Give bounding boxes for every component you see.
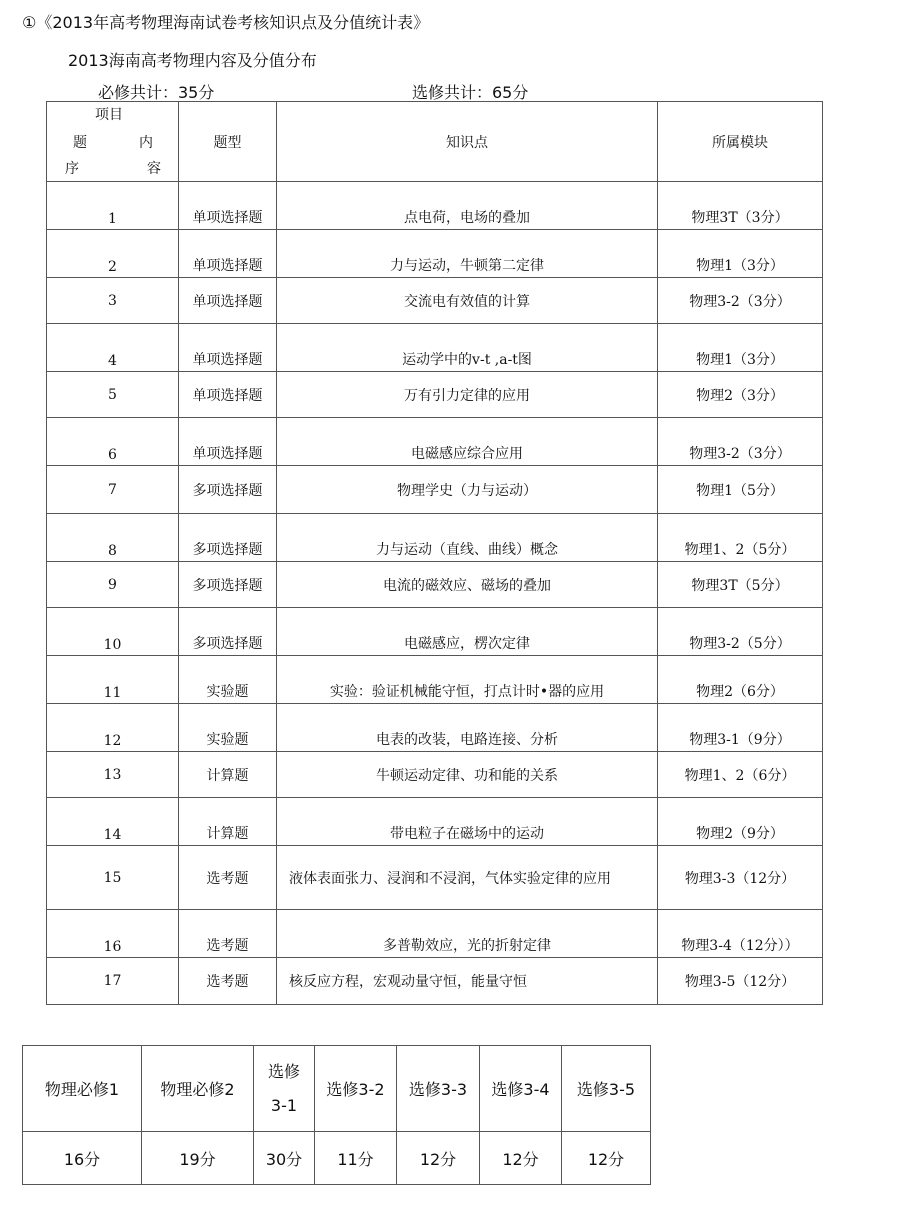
knowledge-point-cell: 带电粒子在磁场中的运动 (277, 798, 658, 846)
question-number-cell: 11 (47, 656, 179, 704)
table-row (47, 608, 823, 656)
knowledge-point-cell: 牛顿运动定律、功和能的关系 (277, 752, 658, 798)
summary-table (22, 1045, 651, 1185)
summary-value-cell: 12分 (480, 1132, 562, 1185)
question-type-cell: 单项选择题 (179, 230, 277, 278)
summary-header-cell: 物理必修1 (23, 1046, 142, 1132)
question-number-cell: 3 (47, 278, 179, 324)
table-row (47, 656, 823, 704)
header-module: 所属模块 (658, 102, 823, 182)
question-type-cell: 多项选择题 (179, 562, 277, 608)
question-number-cell: 13 (47, 752, 179, 798)
table-row (47, 910, 823, 958)
module-cell: 物理3-2（5分） (658, 608, 823, 656)
question-type-cell: 选考题 (179, 910, 277, 958)
question-number-cell: 15 (47, 846, 179, 910)
module-cell: 物理1（3分） (658, 230, 823, 278)
table-row (47, 230, 823, 278)
question-number-cell: 4 (47, 324, 179, 372)
corner-label-l2: 序 (65, 161, 79, 177)
question-type-cell: 实验题 (179, 656, 277, 704)
module-cell: 物理3T（5分） (658, 562, 823, 608)
question-type-cell: 选考题 (179, 846, 277, 910)
document-title: ①《2013年高考物理海南试卷考核知识点及分值统计表》 (22, 13, 430, 32)
module-cell: 物理1、2（6分） (658, 752, 823, 798)
question-type-cell: 计算题 (179, 798, 277, 846)
knowledge-point-cell: 物理学史（力与运动） (277, 466, 658, 514)
module-cell: 物理1、2（5分） (658, 514, 823, 562)
module-cell: 物理3-1（9分） (658, 704, 823, 752)
document-subtitle: 2013海南高考物理内容及分值分布 (68, 51, 317, 70)
knowledge-point-cell: 万有引力定律的应用 (277, 372, 658, 418)
knowledge-point-cell: 电表的改装，电路连接、分析 (277, 704, 658, 752)
summary-value-cell: 16分 (23, 1132, 142, 1185)
table-row (47, 418, 823, 466)
knowledge-point-cell: 液体表面张力、浸润和不浸润，气体实验定律的应用 (277, 846, 658, 910)
question-type-cell: 计算题 (179, 752, 277, 798)
knowledge-point-cell: 核反应方程，宏观动量守恒，能量守恒 (277, 958, 658, 1005)
question-type-cell: 单项选择题 (179, 418, 277, 466)
question-type-cell: 单项选择题 (179, 324, 277, 372)
question-type-cell: 单项选择题 (179, 278, 277, 324)
question-number-cell: 5 (47, 372, 179, 418)
question-type-cell: 多项选择题 (179, 466, 277, 514)
summary-header-row (23, 1046, 651, 1132)
header-type: 题型 (179, 102, 277, 182)
module-cell: 物理3-4（12分）） (658, 910, 823, 958)
summary-header-cell: 选修3-5 (562, 1046, 651, 1132)
corner-label-top: 项目 (95, 107, 123, 123)
header-knowledge: 知识点 (277, 102, 658, 182)
question-number-cell: 12 (47, 704, 179, 752)
question-number-cell: 6 (47, 418, 179, 466)
table-row (47, 324, 823, 372)
module-cell: 物理3-3（12分） (658, 846, 823, 910)
module-cell: 物理2（6分） (658, 656, 823, 704)
summary-header-cell: 选修3-3 (397, 1046, 480, 1132)
corner-label-l1: 题 (73, 135, 87, 151)
table-row (47, 514, 823, 562)
question-number-cell: 2 (47, 230, 179, 278)
summary-value-cell: 11分 (315, 1132, 397, 1185)
module-cell: 物理3-5（12分） (658, 958, 823, 1005)
summary-value-cell: 30分 (254, 1132, 315, 1185)
knowledge-point-cell: 运动学中的v-t ,a-t图 (277, 324, 658, 372)
table-row (47, 958, 823, 1005)
knowledge-point-cell: 力与运动（直线、曲线）概念 (277, 514, 658, 562)
question-number-cell: 17 (47, 958, 179, 1005)
module-cell: 物理2（9分） (658, 798, 823, 846)
table-row (47, 466, 823, 514)
knowledge-point-cell: 点电荷，电场的叠加 (277, 182, 658, 230)
knowledge-point-cell: 电流的磁效应、磁场的叠加 (277, 562, 658, 608)
table-row (47, 704, 823, 752)
question-type-cell: 单项选择题 (179, 182, 277, 230)
question-number-cell: 9 (47, 562, 179, 608)
table-row (47, 372, 823, 418)
summary-value-row (23, 1132, 651, 1185)
question-number-cell: 16 (47, 910, 179, 958)
question-type-cell: 多项选择题 (179, 514, 277, 562)
question-number-cell: 8 (47, 514, 179, 562)
question-type-cell: 单项选择题 (179, 372, 277, 418)
summary-value-cell: 12分 (562, 1132, 651, 1185)
knowledge-point-cell: 电磁感应，楞次定律 (277, 608, 658, 656)
table-row (47, 846, 823, 910)
corner-label-r2: 容 (147, 161, 161, 177)
question-number-cell: 7 (47, 466, 179, 514)
question-type-cell: 选考题 (179, 958, 277, 1005)
corner-header-cell (47, 102, 179, 182)
knowledge-table (46, 101, 823, 1005)
question-type-cell: 多项选择题 (179, 608, 277, 656)
table-row (47, 798, 823, 846)
table-row (47, 182, 823, 230)
question-type-cell: 实验题 (179, 704, 277, 752)
summary-header-cell: 选修3-4 (480, 1046, 562, 1132)
summary-header-cell: 选修3-2 (315, 1046, 397, 1132)
table-row (47, 562, 823, 608)
knowledge-point-cell: 交流电有效值的计算 (277, 278, 658, 324)
required-total: 必修共计：35分 (98, 83, 215, 102)
knowledge-point-cell: 力与运动，牛顿第二定律 (277, 230, 658, 278)
module-cell: 物理1（5分） (658, 466, 823, 514)
elective-total: 选修共计：65分 (412, 83, 529, 102)
module-cell: 物理2（3分） (658, 372, 823, 418)
summary-value-cell: 19分 (142, 1132, 254, 1185)
table-header-row (47, 102, 823, 182)
knowledge-point-cell: 实验：验证机械能守恒，打点计时•器的应用 (277, 656, 658, 704)
knowledge-point-cell: 多普勒效应，光的折射定律 (277, 910, 658, 958)
module-cell: 物理3-2（3分） (658, 418, 823, 466)
module-cell: 物理3-2（3分） (658, 278, 823, 324)
table-row (47, 752, 823, 798)
module-cell: 物理3T（3分） (658, 182, 823, 230)
corner-label-r1: 内 (139, 135, 153, 151)
table-row (47, 278, 823, 324)
summary-header-cell: 选修 3-1 (254, 1046, 315, 1132)
module-cell: 物理1（3分） (658, 324, 823, 372)
summary-value-cell: 12分 (397, 1132, 480, 1185)
question-number-cell: 14 (47, 798, 179, 846)
question-number-cell: 10 (47, 608, 179, 656)
knowledge-point-cell: 电磁感应综合应用 (277, 418, 658, 466)
question-number-cell: 1 (47, 182, 179, 230)
summary-header-cell: 物理必修2 (142, 1046, 254, 1132)
